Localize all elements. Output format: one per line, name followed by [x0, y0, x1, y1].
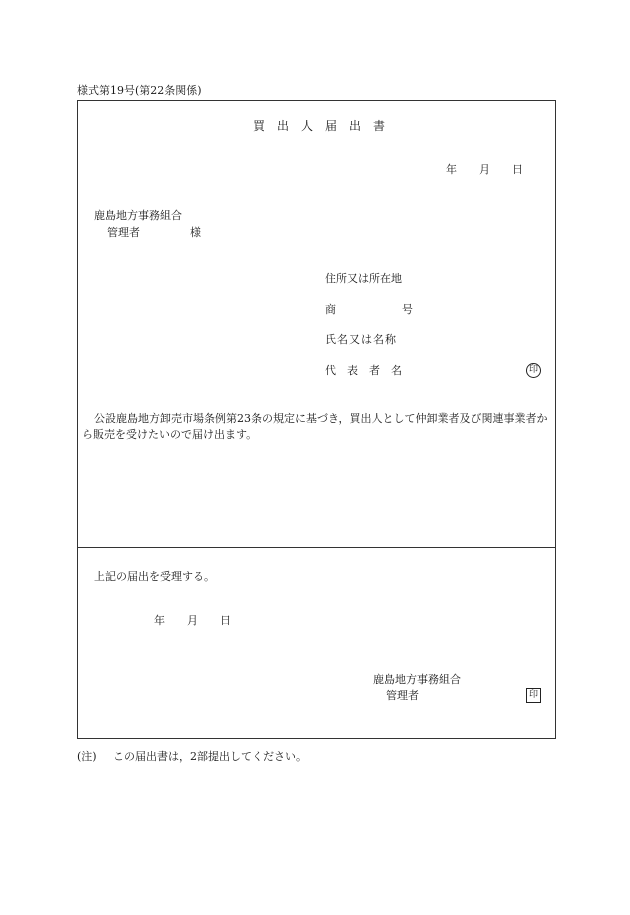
representative-label: 代 表 者 名 [325, 364, 402, 377]
acceptance-org: 鹿島地方事務組合 [373, 673, 461, 686]
address-label: 住所又は所在地 [325, 272, 402, 285]
declaration-text: 公設鹿島地方卸売市場条例第23条の規定に基づき，買出人として仲卸業者及び関連事業者から販売を受けたいので届け出ます。 [82, 412, 548, 441]
form-title: 買 出 人 届 出 書 [253, 119, 386, 133]
acceptance-date: 年 月 日 [154, 614, 231, 627]
submission-date: 年 月 日 [446, 163, 523, 176]
addressee-org: 鹿島地方事務組合 [94, 209, 182, 222]
note-label: (注) [77, 750, 97, 763]
addressee-honorific: 様 [190, 226, 201, 239]
acceptance-role: 管理者 [386, 689, 419, 702]
section-divider [77, 547, 556, 548]
acceptance-seal-icon: 印 [526, 688, 541, 703]
note-text: この届出書は，2部提出してください。 [113, 750, 307, 763]
applicant-seal-icon: 印 [526, 363, 541, 378]
form-reference: 様式第19号(第22条関係) [77, 84, 202, 97]
acceptance-statement: 上記の届出を受理する。 [94, 570, 215, 583]
name-label: 氏名又は名称 [325, 333, 397, 346]
trade-name-label: 商 号 [325, 303, 413, 316]
addressee-role: 管理者 [107, 226, 140, 239]
